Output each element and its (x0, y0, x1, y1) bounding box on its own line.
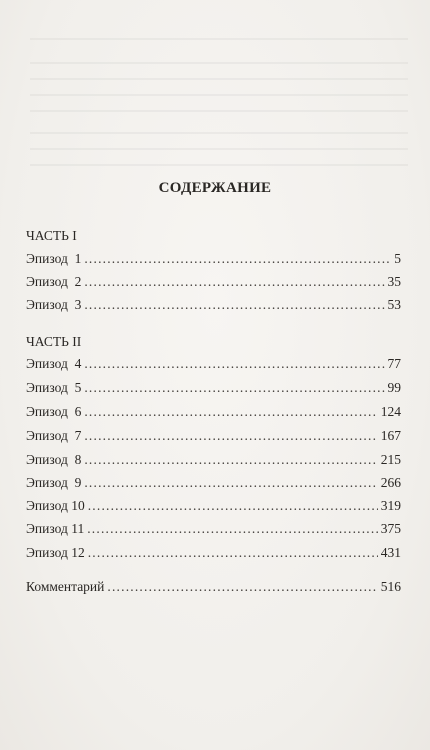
dot-leader (84, 274, 384, 290)
dot-leader (107, 579, 377, 595)
dot-leader (84, 356, 384, 372)
show-through-line (30, 164, 408, 166)
entry-page-number: 35 (387, 274, 401, 289)
dot-leader (84, 251, 391, 267)
dot-leader (88, 545, 378, 561)
entry-page-number: 516 (380, 579, 401, 594)
entry-label: Эпизод 2 (26, 274, 82, 289)
show-through-line (30, 38, 408, 40)
entry-page-number: 319 (380, 498, 401, 513)
entry-page-number: 431 (380, 545, 401, 560)
entry-page-number: 215 (380, 452, 401, 467)
toc-entry-episode-10[interactable] (26, 498, 401, 516)
show-through-line (30, 132, 408, 134)
toc-entry-episode-2[interactable] (26, 274, 401, 292)
dot-leader (87, 521, 378, 537)
toc-entry-episode-11[interactable] (26, 521, 401, 539)
entry-label: Эпизод 8 (26, 452, 82, 467)
show-through-line (30, 148, 408, 150)
entry-label: Эпизод 11 (26, 521, 85, 536)
entry-label: Эпизод 10 (26, 498, 85, 513)
show-through-line (30, 110, 408, 112)
show-through-line (30, 94, 408, 96)
toc-entry-episode-4[interactable] (26, 356, 401, 374)
part-2-heading: ЧАСТЬ II (26, 334, 82, 349)
dot-leader (84, 475, 377, 491)
entry-label: Эпизод 4 (26, 356, 82, 371)
entry-label: Эпизод 12 (26, 545, 85, 560)
entry-page-number: 53 (387, 297, 401, 312)
part-1-heading: ЧАСТЬ I (26, 228, 77, 243)
toc-entry-episode-7[interactable] (26, 428, 401, 446)
toc-entry-commentary[interactable] (26, 579, 401, 597)
toc-entry-episode-12[interactable] (26, 545, 401, 563)
entry-page-number: 5 (394, 251, 401, 266)
entry-label: Эпизод 1 (26, 251, 82, 266)
dot-leader (84, 428, 377, 444)
entry-page-number: 99 (387, 380, 401, 395)
toc-entry-episode-8[interactable] (26, 452, 401, 470)
dot-leader (84, 297, 384, 313)
toc-title: СОДЕРЖАНИЕ (158, 180, 272, 196)
entry-page-number: 77 (387, 356, 401, 371)
entry-page-number: 124 (380, 404, 401, 419)
dot-leader (84, 404, 377, 420)
show-through-line (30, 62, 408, 64)
entry-label: Эпизод 6 (26, 404, 82, 419)
entry-label: Комментарий (26, 579, 105, 594)
entry-page-number: 167 (380, 428, 401, 443)
dot-leader (84, 452, 377, 468)
toc-entry-episode-5[interactable] (26, 380, 401, 398)
entry-label: Эпизод 9 (26, 475, 82, 490)
entry-page-number: 375 (380, 521, 401, 536)
toc-entry-episode-6[interactable] (26, 404, 401, 422)
toc-entry-episode-9[interactable] (26, 475, 401, 493)
dot-leader (84, 380, 384, 396)
entry-label: Эпизод 5 (26, 380, 82, 395)
dot-leader (88, 498, 378, 514)
entry-label: Эпизод 7 (26, 428, 82, 443)
show-through-line (30, 78, 408, 80)
entry-label: Эпизод 3 (26, 297, 82, 312)
entry-page-number: 266 (380, 475, 401, 490)
toc-entry-episode-3[interactable] (26, 297, 401, 315)
toc-entry-episode-1[interactable] (26, 251, 401, 269)
